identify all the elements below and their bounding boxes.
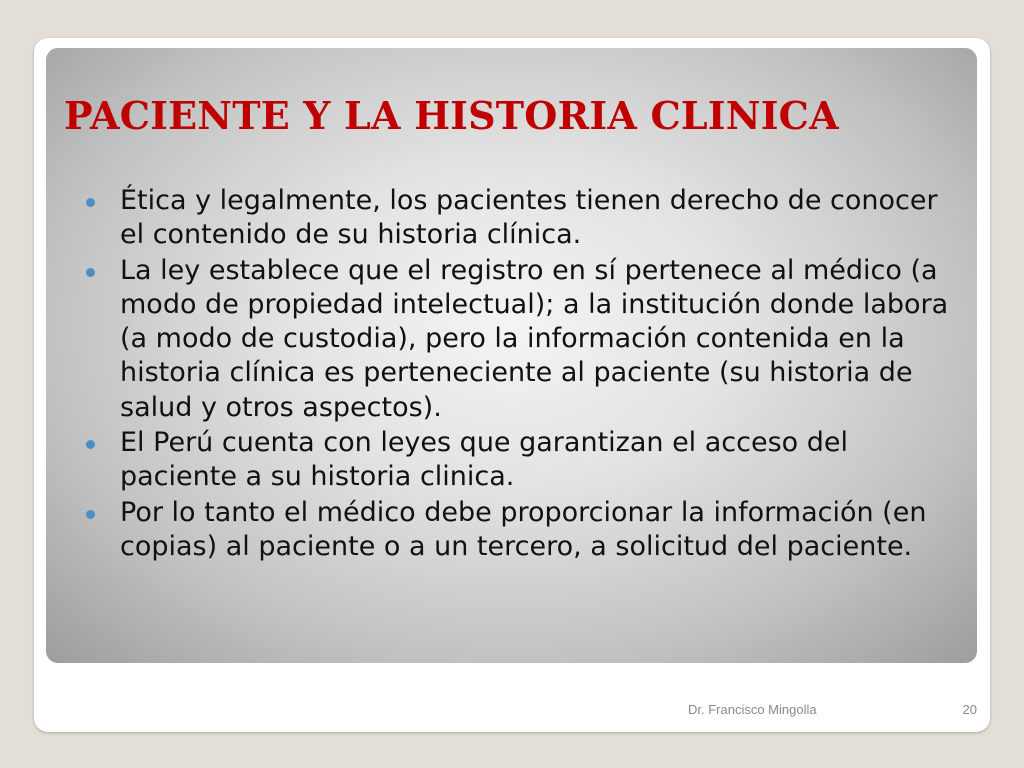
page-number: 20: [962, 702, 977, 717]
bullet-dot-icon: [86, 510, 95, 519]
bullet-text-1: Ética y legalmente, los pacientes tienen derecho de conocer el contenido de su historia clínica.: [120, 185, 938, 251]
bullet-dot-icon: [86, 440, 95, 449]
slide-card: [34, 38, 990, 732]
bullet-dot-icon: [86, 198, 95, 207]
bullet-text-2: La ley establece que el registro en sí pertenece al médico (a modo de propiedad intelectual); a la institución donde labora (a modo de custodia), pero la información contenida en la historia clínica es perteneciente al paciente (su historia de salud y otros aspectos).: [120, 254, 949, 423]
bullet-item-3: [86, 426, 966, 495]
slide-title: PACIENTE Y LA HISTORIA CLINICA: [64, 93, 839, 138]
bullet-item-2: [86, 254, 966, 425]
bullet-item-4: [86, 496, 966, 565]
bullet-text-4: Por lo tanto el médico debe proporcionar la información (en copias) al paciente o a un tercero, a solicitud del paciente.: [120, 496, 927, 562]
bullet-dot-icon: [86, 268, 95, 277]
content-panel: [46, 48, 977, 663]
bullet-item-1: [86, 184, 966, 253]
footer-author: Dr. Francisco Mingolla: [688, 702, 817, 717]
bullet-list: [86, 184, 966, 565]
bullet-text-3: El Perú cuenta con leyes que garantizan el acceso del paciente a su historia clinica.: [120, 427, 849, 493]
